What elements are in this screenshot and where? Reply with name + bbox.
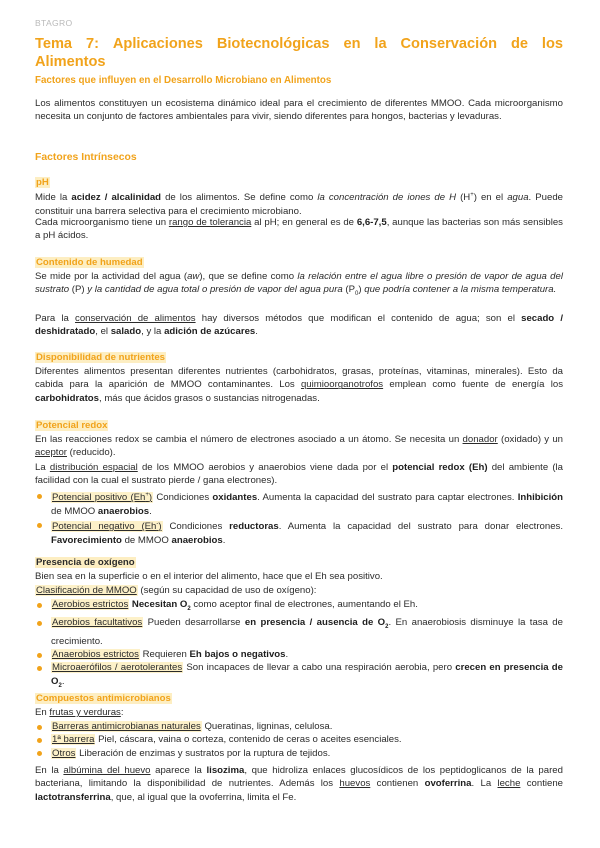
list-item: Barreras antimicrobianas naturales Queratinas, ligninas, celulosa. [35,720,563,733]
list-item: Anaerobios estrictos Requieren Eh bajos o negativos. [35,648,563,661]
list-item: Microaerófilos / aerotolerantes Son incapaces de llevar a cabo una respiración aerobia, pero crecen en presencia de $O_2$. [35,661,563,693]
heading-oxigeno: Presencia de oxígeno [36,557,135,568]
intro-paragraph: Los alimentos constituyen un ecosistema dinámico ideal para el crecimiento de diferentes MMOO. Cada microorganismo necesita un conjunto de factores ambientales para vivir, siendo diferentes para hongos, bacterias y levaduras. [35,98,563,123]
heading-antimicrobianos: Compuestos antimicrobianos [36,693,171,704]
title-line-1: Tema 7: Aplicaciones Biotecnológicas en la Conservación de los [35,36,563,52]
antimicrobianos-paragraph-1: En frutas y verduras: [35,707,124,718]
section-heading-intrinsecos: Factores Intrínsecos [35,152,137,163]
antimicrobianos-paragraph-2: En la albúmina del huevo aparece la lisozima, que hidroliza enlaces glucosídicos de los peptidoglicanos de la pared bacteriana, limitando la disponibilidad de nutrientes. Además los huevos contienen ovoferrina. La leche contiene lactotransferrina, que, al igual que la ovoferrina, limita el Fe. [35,765,563,803]
humedad-paragraph-1: Se mide por la actividad del agua (aw), que se define como la relación entre el agua libre o presión de vapor de agua del sustrato (P) y la cantidad de agua total o presión de vapor del agua pura $(P_0)$ que podría contener a la misma temperatura. [35,271,563,298]
redox-paragraph-2: La distribución espacial de los MMOO aerobios y anaerobios viene dada por el potencial redox (Eh) del ambiente (la facilidad con la cual el sustrato pierde / gana electrones). [35,462,564,487]
title-line-2: Alimentos [35,54,106,70]
heading-redox: Potencial redox [36,420,108,431]
list-item: Aerobios estrictos Necesitan $O_2$ como aceptor final de electrones, aumentando el Eh. [35,598,563,616]
oxigeno-paragraph-2: Clasificación de MMOO (según su capacidad de uso de oxígeno): [36,585,317,596]
list-item: Potencial negativo (Eh-) Condiciones reductoras. Aumenta la capacidad del sustrato para donar electrones. Favorecimiento de MMOO anaerobios. [35,518,563,547]
list-item: Aerobios facultativos Pueden desarrollarse en presencia / ausencia de $O_2$. En anaerobiosis disminuye la tasa de crecimiento. [35,616,563,648]
nutrientes-paragraph: Diferentes alimentos presentan diferentes nutrientes (carbohidratos, grasas, proteínas, vitaminas, minerales). Esto da cabida para la aparición de MMOO contaminantes. Los quimioorganotrofos emplean como fuente de energía los carbohidratos, más que ácidos grasos o sustancias nitrogenadas. [35,366,563,404]
list-item: Potencial positivo (Eh+) Condiciones oxidantes. Aumenta la capacidad del sustrato para captar electrones. Inhibición de MMOO anaerobios. [35,489,563,518]
ph-paragraph-2: Cada microorganismo tiene un rango de tolerancia al pH; en general es de 6,6-7,5, aunque las bacterias son más sensibles a pH ácidos. [35,217,563,242]
list-item: Otros Liberación de enzimas y sustratos por la ruptura de tejidos. [35,747,563,760]
ph-paragraph-1: Mide la acidez / alcalinidad de los alimentos. Se define como la concentración de iones de H (H+) en el agua. Puede constituir una barrera selectiva para el crecimiento microbiano. [35,192,563,217]
heading-nutrientes: Disponibilidad de nutrientes [36,352,165,363]
oxigeno-paragraph-1: Bien sea en la superficie o en el interior del alimento, hace que el Eh sea positivo. [35,571,383,582]
humedad-paragraph-2: Para la conservación de alimentos hay diversos métodos que modifican el contenido de agua; son el secado / deshidratado, el salado, y la adición de azúcares. [35,313,563,338]
brand-header: BTAGRO [35,18,73,28]
page-title [35,35,563,71]
redox-list [35,489,563,547]
oxigeno-list [35,598,563,693]
heading-humedad: Contenido de humedad [36,257,143,268]
subtitle: Factores que influyen en el Desarrollo Microbiano en Alimentos [35,75,332,86]
redox-paragraph-1: En las reacciones redox se cambia el número de electrones asociado a un átomo. Se necesita un donador (oxidado) y un aceptor (reducido). [35,434,563,459]
heading-ph: pH [36,177,49,188]
antimicrobianos-list [35,720,563,760]
list-item: 1ª barrera Piel, cáscara, vaina o corteza, contenido de ceras o aceites esenciales. [35,733,563,746]
